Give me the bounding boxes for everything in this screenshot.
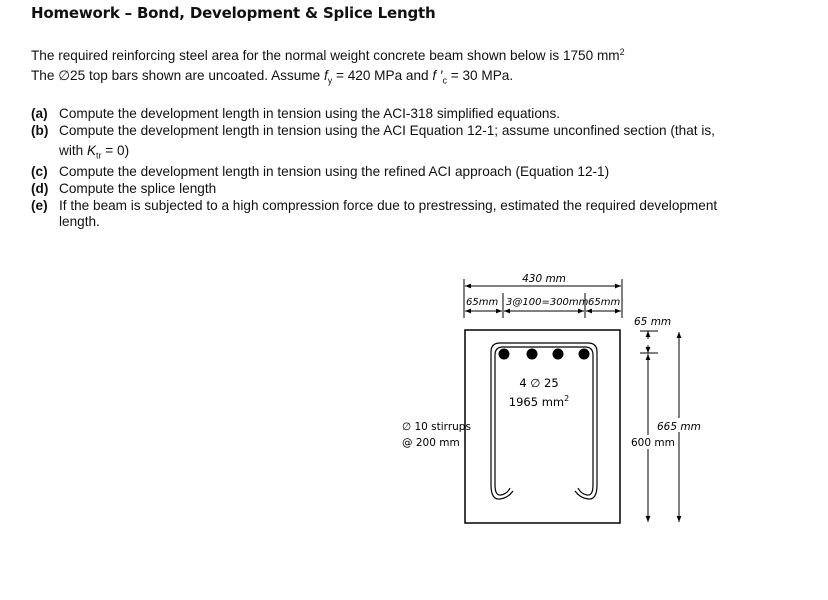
question-text: Compute the development length in tension using the refined ACI approach (Equation 12-1) bbox=[59, 164, 610, 179]
question-label: (e) bbox=[31, 198, 48, 213]
fy-value: = 420 MPa and bbox=[332, 68, 433, 83]
intro-line-1-sup: 2 bbox=[619, 47, 625, 57]
ktr-subscript: tr bbox=[96, 150, 102, 161]
top-bar-3 bbox=[553, 349, 564, 360]
question-text: = 0) bbox=[101, 143, 130, 158]
effective-depth-label: 665 mm bbox=[657, 421, 701, 433]
total-height-value: 600 mm bbox=[631, 437, 675, 449]
question-text: Compute the development length in tension using the ACI Equation 12-1; assume unconfined section (that is, bbox=[59, 123, 715, 138]
question-label: (b) bbox=[31, 123, 49, 138]
fc-value: = 30 MPa. bbox=[446, 68, 514, 83]
stirrups-label-line-2: @ 200 mm bbox=[402, 437, 460, 449]
question-text: with bbox=[59, 143, 87, 158]
cover-top-label: 65 mm bbox=[634, 316, 672, 328]
segment-left-label: 65mm bbox=[466, 297, 499, 308]
stirrups-label-line-1: ∅ 10 stirrups bbox=[402, 421, 471, 433]
total-height-label bbox=[631, 437, 675, 449]
intro-line-2-text: The ∅25 top bars shown are uncoated. Assume bbox=[31, 68, 324, 83]
width-label: 430 mm bbox=[522, 273, 566, 285]
bars-area-sup: 2 bbox=[564, 394, 570, 403]
question-text: If the beam is subjected to a high compression force due to prestressing, estimated the required development bbox=[59, 198, 718, 213]
segment-mid-label: 3@100=300mm bbox=[506, 297, 589, 308]
fc-subscript: c bbox=[442, 75, 447, 86]
top-bar-2 bbox=[527, 349, 538, 360]
fy-subscript: y bbox=[327, 75, 333, 86]
question-text: length. bbox=[59, 214, 100, 229]
segment-right-label: 65mm bbox=[588, 297, 621, 308]
question-label: (a) bbox=[31, 106, 48, 121]
bars-label: 4 ∅ 25 bbox=[519, 376, 559, 390]
fy-variable: f bbox=[323, 68, 328, 83]
bars-area-value: 1965 mm bbox=[508, 395, 565, 409]
question-label: (d) bbox=[31, 181, 49, 196]
ktr-variable: K bbox=[86, 143, 97, 158]
page-title: Homework – Bond, Development & Splice Length bbox=[31, 4, 436, 22]
question-text: Compute the development length in tension using the ACI-318 simplified equations. bbox=[59, 106, 561, 121]
top-bar-1 bbox=[499, 349, 510, 360]
top-bar-4 bbox=[579, 349, 590, 360]
intro-line-1-text: The required reinforcing steel area for the normal weight concrete beam shown below is 1750 mm bbox=[31, 48, 620, 63]
question-label: (c) bbox=[31, 164, 48, 179]
bars-area-label bbox=[509, 394, 569, 409]
question-text: Compute the splice length bbox=[59, 181, 217, 196]
fc-variable: f ′ bbox=[432, 68, 443, 83]
